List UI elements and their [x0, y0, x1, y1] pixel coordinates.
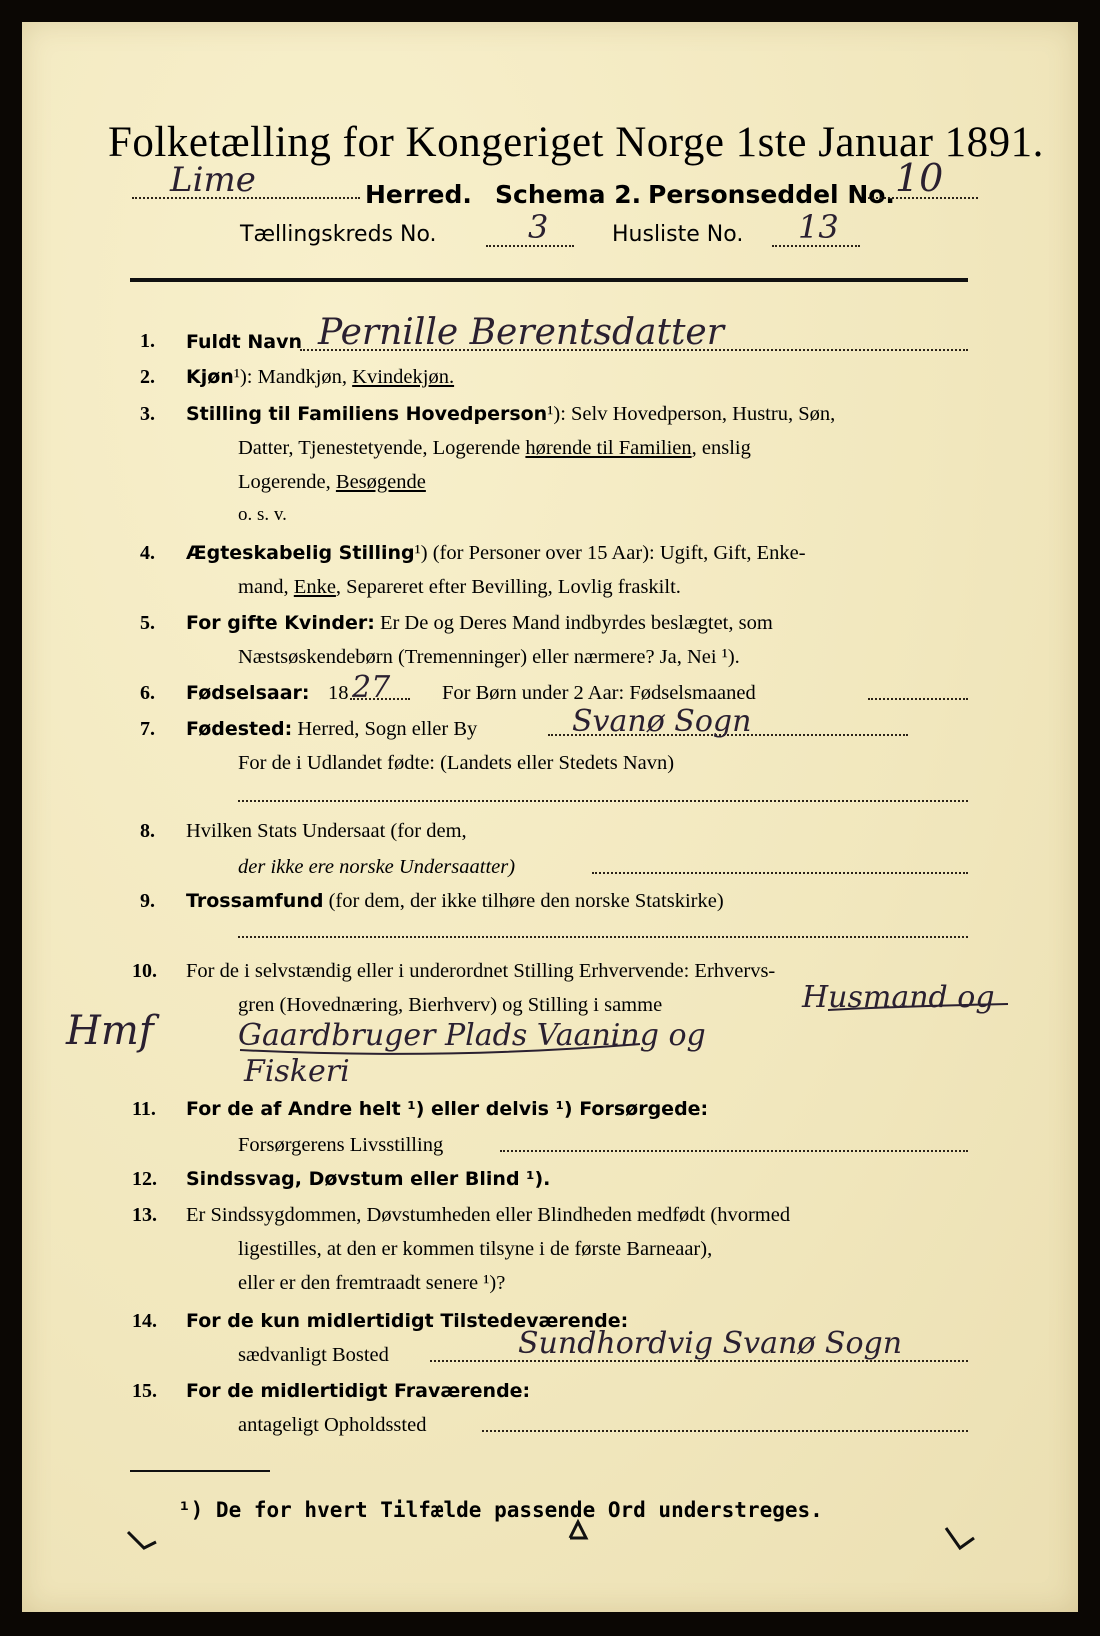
- q15-line2: antageligt Opholdssted: [238, 1414, 427, 1436]
- q1-label: Fuldt Navn: [186, 331, 303, 353]
- q15-number: 15.: [132, 1380, 157, 1402]
- q8-line2: der ikke ere norske Undersaatter): [238, 856, 516, 878]
- q6-year: 27: [352, 670, 391, 705]
- q3-text2a: Datter, Tjenestetyende, Logerende: [238, 437, 526, 459]
- q10-answer-line2: Gaardbruger Plads Vaaning og: [238, 1018, 706, 1053]
- corner-mark-left: [128, 1532, 156, 1548]
- margin-note: Hmf: [66, 1008, 154, 1054]
- q4-text2a: mand,: [238, 576, 294, 598]
- q11-line1: For de af Andre helt ¹) eller delvis ¹) Forsørgede:: [186, 1098, 709, 1120]
- corner-mark-center: [570, 1522, 586, 1538]
- q2-number: 2.: [140, 366, 155, 388]
- q6-text: For Børn under 2 Aar: Fødselsmaaned: [442, 682, 756, 704]
- q14-line1: For de kun midlertidigt Tilstedeværende:: [186, 1310, 629, 1332]
- q13-line3: eller er den fremtraadt senere ¹)?: [238, 1272, 506, 1294]
- q10-answer-line1: Husmand og: [802, 980, 995, 1015]
- q14-answer: Sundhordvig Svanø Sogn: [518, 1326, 903, 1361]
- q9-number: 9.: [140, 890, 155, 912]
- q11-number: 11.: [132, 1098, 156, 1120]
- kreds-label: Tællingskreds No.: [240, 222, 437, 247]
- q10-line2: gren (Hovednæring, Bierhverv) og Stilling i samme: [238, 994, 663, 1016]
- q3-text2b: , enslig: [691, 437, 751, 459]
- q3-text1: ¹): Selv Hovedperson, Hustru, Søn,: [547, 403, 836, 425]
- q4-label: Ægteskabelig Stilling: [186, 542, 415, 564]
- q7-line2: For de i Udlandet fødte: (Landets eller Stedets Navn): [238, 752, 675, 774]
- q14-line2: sædvanligt Bosted: [238, 1344, 389, 1366]
- q13-line1: Er Sindssygdommen, Døvstumheden eller Blindheden medfødt (hvormed: [186, 1204, 791, 1226]
- q9-label: Trossamfund: [186, 890, 324, 912]
- personseddel-value: 10: [895, 156, 944, 200]
- q10-strike-line: [240, 1044, 640, 1054]
- corner-mark-right: [946, 1528, 974, 1548]
- herred-value: Lime: [170, 160, 256, 200]
- q7-number: 7.: [140, 718, 155, 740]
- q5-label: For gifte Kvinder:: [186, 612, 375, 634]
- q3-label: Stilling til Familiens Hovedperson: [186, 403, 548, 425]
- q3-underlined-3: Besøgende: [335, 471, 426, 493]
- q1-number: 1.: [140, 330, 155, 352]
- q3-number: 3.: [140, 403, 155, 425]
- q5-number: 5.: [140, 612, 155, 634]
- q7-text: Herred, Sogn eller By: [297, 718, 478, 740]
- q15-line1: For de midlertidigt Fraværende:: [186, 1380, 531, 1402]
- q5-text1: Er De og Deres Mand indbyrdes beslægtet, som: [374, 612, 773, 634]
- q10-number: 10.: [132, 960, 157, 982]
- q2-label: Kjøn: [186, 366, 234, 388]
- q8-line1: Hvilken Stats Undersaat (for dem,: [186, 820, 467, 842]
- q12-line1: Sindssvag, Døvstum eller Blind ¹).: [186, 1168, 551, 1190]
- form-title: Folketælling for Kongeriget Norge 1ste Januar 1891.: [108, 119, 1044, 166]
- q6-label: Fødselsaar:: [186, 682, 310, 704]
- q1-answer: Pernille Berentsdatter: [318, 312, 724, 353]
- schema-label: Schema 2.: [495, 180, 642, 209]
- q7-answer: Svanø Sogn: [572, 704, 752, 739]
- q14-number: 14.: [132, 1310, 157, 1332]
- q4-underlined: Enke: [293, 576, 336, 598]
- husliste-value: 13: [798, 208, 839, 246]
- q9-text: (for dem, der ikke tilhøre den norske Statskirke): [323, 890, 724, 912]
- q6-year-prefix: 18: [328, 682, 349, 704]
- q5-line2: Næstsøskendebørn (Tremenninger) eller nærmere? Ja, Nei ¹).: [238, 646, 740, 668]
- q8-number: 8.: [140, 820, 155, 842]
- q4-text2b: , Separeret efter Bevilling, Lovlig fraskilt.: [335, 576, 681, 598]
- q11-line2: Forsørgerens Livsstilling: [238, 1134, 444, 1156]
- q7-label: Fødested:: [186, 718, 293, 740]
- kreds-value: 3: [528, 208, 549, 246]
- q13-line2: ligestilles, at den er kommen tilsyne i de første Barneaar),: [238, 1238, 713, 1260]
- q10-line1: For de i selvstændig eller i underordnet Stilling Erhvervende: Erhvervs-: [186, 960, 776, 982]
- q4-number: 4.: [140, 542, 155, 564]
- q2-text: ¹): Mandkjøn,: [233, 366, 353, 388]
- q4-text1: ¹) (for Personer over 15 Aar): Ugift, Gift, Enke-: [414, 542, 806, 564]
- q6-number: 6.: [140, 682, 155, 704]
- q3-underlined-2: hørende til Familien: [525, 437, 692, 459]
- personseddel-label: Personseddel No.: [648, 180, 895, 209]
- q3-text3a: Logerende,: [238, 471, 336, 493]
- q2-underlined: Kvindekjøn.: [352, 366, 455, 388]
- q10-answer-line3: Fiskeri: [244, 1054, 350, 1089]
- q12-number: 12.: [132, 1168, 157, 1190]
- herred-label: Herred.: [365, 180, 472, 209]
- footnote: ¹) De for hvert Tilfælde passende Ord understreges.: [178, 1498, 823, 1522]
- q3-line4: o. s. v.: [238, 504, 287, 525]
- husliste-label: Husliste No.: [612, 222, 744, 247]
- q13-number: 13.: [132, 1204, 157, 1226]
- q10-answer-underline: [828, 1004, 1008, 1010]
